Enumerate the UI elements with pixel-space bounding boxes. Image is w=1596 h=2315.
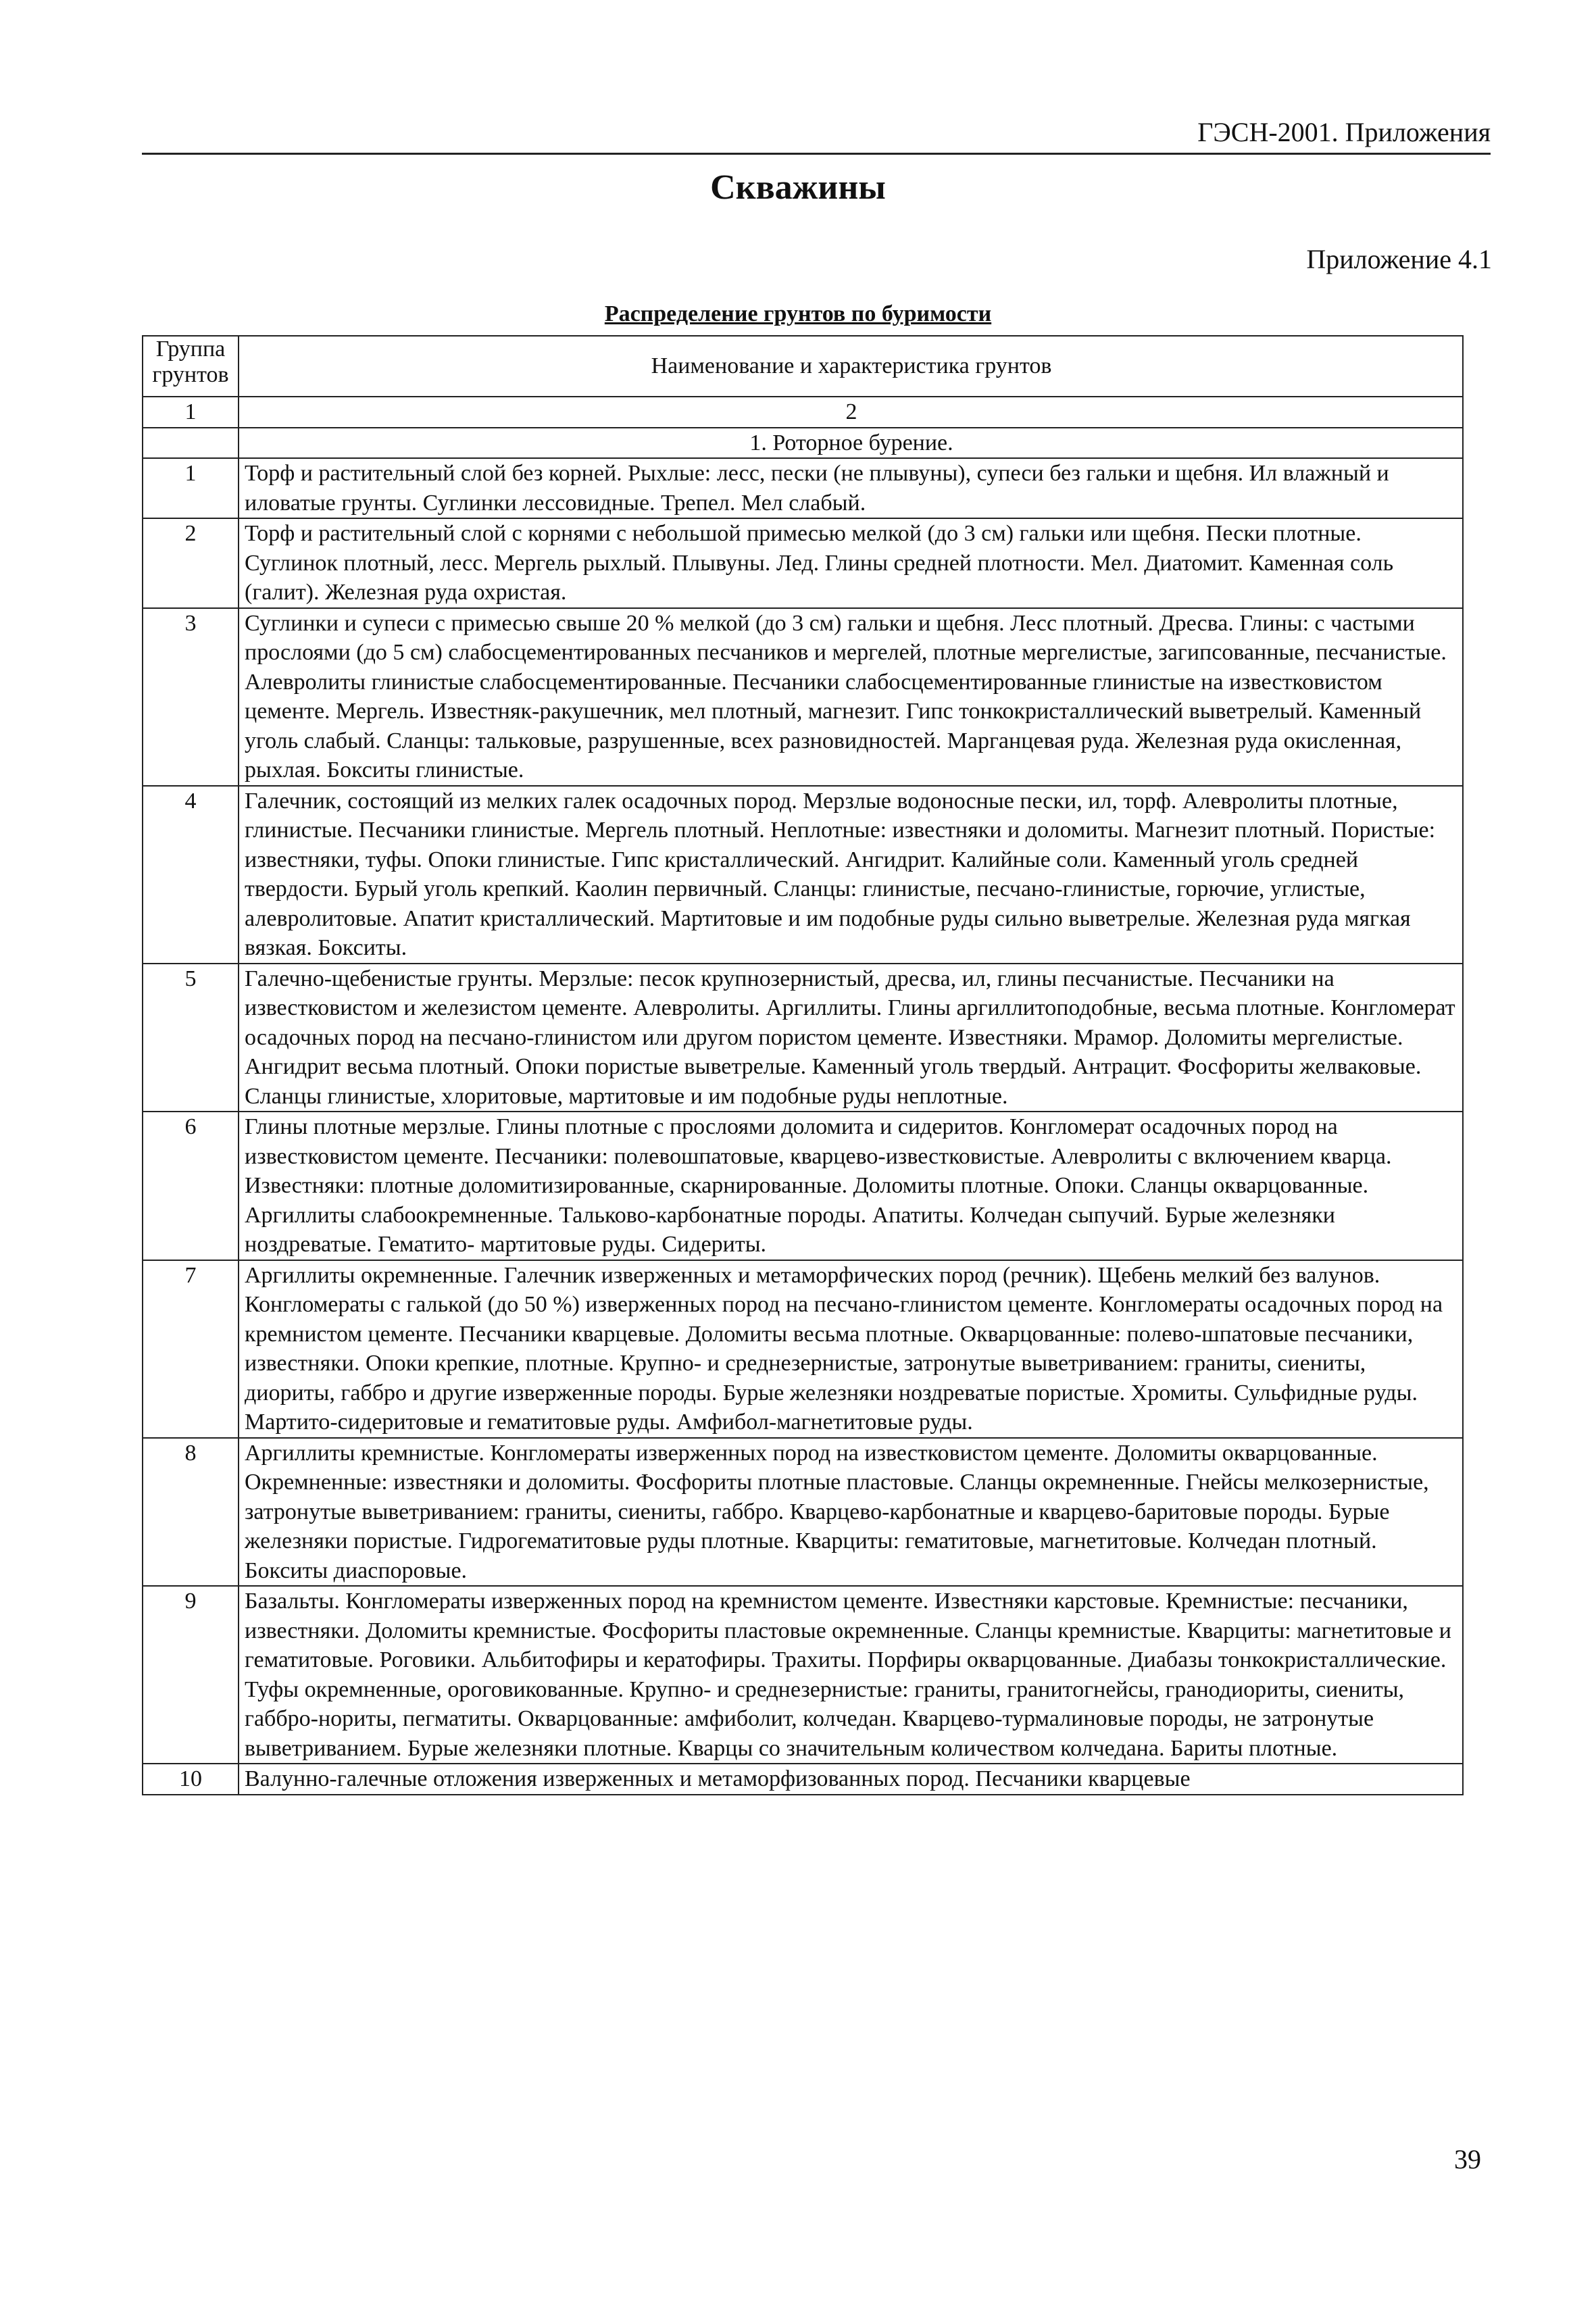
soil-group-number: 5	[143, 964, 239, 1112]
table-row	[143, 518, 1463, 608]
table-row	[143, 964, 1463, 1112]
soil-group-number: 3	[143, 608, 239, 786]
soil-drillability-table	[142, 335, 1464, 1795]
column-number-1: 1	[143, 397, 239, 428]
column-number-row	[143, 397, 1463, 428]
table-row	[143, 786, 1463, 964]
soil-group-description: Галечник, состоящий из мелких галек осадочных пород. Мерзлые водоносные пески, ил, торф. Алевролиты плотные, глинистые. Песчаники глинистые. Мергель плотный. Неплотные: известняки и доломиты. Магнезит плотный. Пористые: известняки, туфы. Опоки глинистые. Гипс кристаллический. Ангидрит. Калийные соли. Каменный уголь средней твердости. Бурый уголь крепкий. Каолин первичный. Сланцы: глинистые, песчано-глинистые, горючие, углистые, алевролитовые. Апатит кристаллический. Мартитовые и им подобные руды сильно выветрелые. Железная руда мягкая вязкая. Бокситы.	[239, 786, 1463, 964]
table-row	[143, 1438, 1463, 1587]
soil-group-description: Галечно-щебенистые грунты. Мерзлые: песок крупнозернистый, дресва, ил, глины песчанистые. Песчаники на известковистом и железистом цементе. Алевролиты. Аргиллиты. Глины аргиллитоподобные, весьма плотные. Конгломерат осадочных пород на песчано-глинистом или другом пористом цементе. Известняки. Мрамор. Доломиты мергелистые. Ангидрит весьма плотный. Опоки пористые выветрелые. Каменный уголь твердый. Антрацит. Фосфориты желваковые. Сланцы глинистые, хлоритовые, мартитовые и им подобные руды неплотные.	[239, 964, 1463, 1112]
table-row	[143, 1112, 1463, 1260]
soil-group-description: Аргиллиты окремненные. Галечник изверженных и метаморфических пород (речник). Щебень мелкий без валунов. Конгломераты с галькой (до 50 %) изверженных пород на песчано-глинистом цементе. Конгломераты осадочных пород на кремнистом цементе. Песчаники кварцевые. Доломиты весьма плотные. Окварцованные: полево-шпатовые песчаники, известняки. Опоки крепкие, плотные. Крупно- и среднезернистые, затронутые выветриванием: граниты, сиениты, диориты, габбро и другие изверженные породы. Бурые железняки ноздреватые пористые. Хромиты. Сульфидные руды. Мартито-сидеритовые и гематитовые руды. Амфибол-магнетитовые руды.	[239, 1260, 1463, 1438]
soil-group-number: 10	[143, 1764, 239, 1795]
running-header	[142, 114, 1491, 155]
section-row	[143, 428, 1463, 459]
table-row	[143, 1586, 1463, 1764]
page-number: 39	[1454, 2144, 1481, 2174]
table-row	[143, 608, 1463, 786]
soil-group-number: 4	[143, 786, 239, 964]
table-header-row	[143, 336, 1463, 397]
column-header-group: Группа грунтов	[143, 336, 239, 397]
table-title: Распределение грунтов по буримости	[604, 301, 992, 326]
soil-group-number: 2	[143, 518, 239, 608]
document-title: Скважины	[710, 168, 886, 207]
soil-group-description: Аргиллиты кремнистые. Конгломераты изверженных пород на известковистом цементе. Доломиты окварцованные. Окремненные: известняки и доломиты. Фосфориты плотные пластовые. Сланцы окремненные. Гнейсы мелкозернистые, затронутые выветриванием: граниты, сиениты, габбро. Кварцево-карбонатные и кварцево-баритовые породы. Бурые железняки пористые. Гидрогематитовые руды плотные. Кварциты: гематитовые, магнетитовые. Колчедан плотный. Бокситы диаспоровые.	[239, 1438, 1463, 1587]
soil-group-number: 8	[143, 1438, 239, 1587]
soil-group-number: 6	[143, 1112, 239, 1260]
soil-group-description: Торф и растительный слой с корнями с небольшой примесью мелкой (до 3 см) гальки или щебня. Пески плотные. Суглинок плотный, лесс. Мергель рыхлый. Плывуны. Лед. Глины средней плотности. Мел. Диатомит. Каменная соль (галит). Железная руда охристая.	[239, 518, 1463, 608]
section-title: 1. Роторное бурение.	[239, 428, 1463, 459]
soil-group-number: 7	[143, 1260, 239, 1438]
table-row	[143, 1764, 1463, 1795]
section-empty-cell	[143, 428, 239, 459]
soil-group-number: 1	[143, 458, 239, 518]
soil-group-number: 9	[143, 1586, 239, 1764]
appendix-label: Приложение 4.1	[1306, 244, 1492, 274]
table-row	[143, 1260, 1463, 1438]
soil-group-description: Торф и растительный слой без корней. Рыхлые: лесс, пески (не плывуны), супеси без гальки и щебня. Ил влажный и иловатые грунты. Суглинки лессовидные. Трепел. Мел слабый.	[239, 458, 1463, 518]
column-header-description: Наименование и характеристика грунтов	[239, 336, 1463, 397]
table-row	[143, 458, 1463, 518]
running-header-title: ГЭСН-2001. Приложения	[1197, 117, 1491, 147]
soil-group-description: Базальты. Конгломераты изверженных пород на кремнистом цементе. Известняки карстовые. Кремнистые: песчаники, известняки. Доломиты кремнистые. Фосфориты пластовые окремненные. Сланцы кремнистые. Кварциты: магнетитовые и гематитовые. Роговики. Альбитофиры и кератофиры. Трахиты. Порфиры окварцованные. Диабазы тонкокристаллические. Туфы окремненные, ороговикованные. Крупно- и среднезернистые: граниты, гранитогнейсы, гранодиориты, сиениты, габбро-нориты, пегматиты. Окварцованные: амфиболит, колчедан. Кварцево-турмалиновые породы, не затронутые выветриванием. Бурые железняки плотные. Кварцы со значительным количеством колчедана. Бариты плотные.	[239, 1586, 1463, 1764]
column-number-2: 2	[239, 397, 1463, 428]
soil-group-description: Суглинки и супеси с примесью свыше 20 % мелкой (до 3 см) гальки и щебня. Лесс плотный. Дресва. Глины: с частыми прослоями (до 5 см) слабосцементированных песчаников и мергелей, плотные мергелистые, загипсованные, песчанистые. Алевролиты глинистые слабосцементированные. Песчаники слабосцементированные глинистые на известковистом цементе. Мергель. Известняк-ракушечник, мел плотный, магнезит. Гипс тонкокристаллический выветрелый. Каменный уголь слабый. Сланцы: тальковые, разрушенные, всех разновидностей. Марганцевая руда. Железная руда окисленная, рыхлая. Бокситы глинистые.	[239, 608, 1463, 786]
soil-group-description: Глины плотные мерзлые. Глины плотные с прослоями доломита и сидеритов. Конгломерат осадочных пород на известковистом цементе. Песчаники: полевошпатовые, кварцево-известковистые. Алевролиты с включением кварца. Известняки: плотные доломитизированные, скарнированные. Доломиты плотные. Опоки. Сланцы окварцованные. Аргиллиты слабоокремненные. Тальково-карбонатные породы. Апатиты. Колчедан сыпучий. Бурые железняки ноздреватые. Гематито- мартитовые руды. Сидериты.	[239, 1112, 1463, 1260]
soil-group-description: Валунно-галечные отложения изверженных и метаморфизованных пород. Песчаники кварцевые	[239, 1764, 1463, 1795]
